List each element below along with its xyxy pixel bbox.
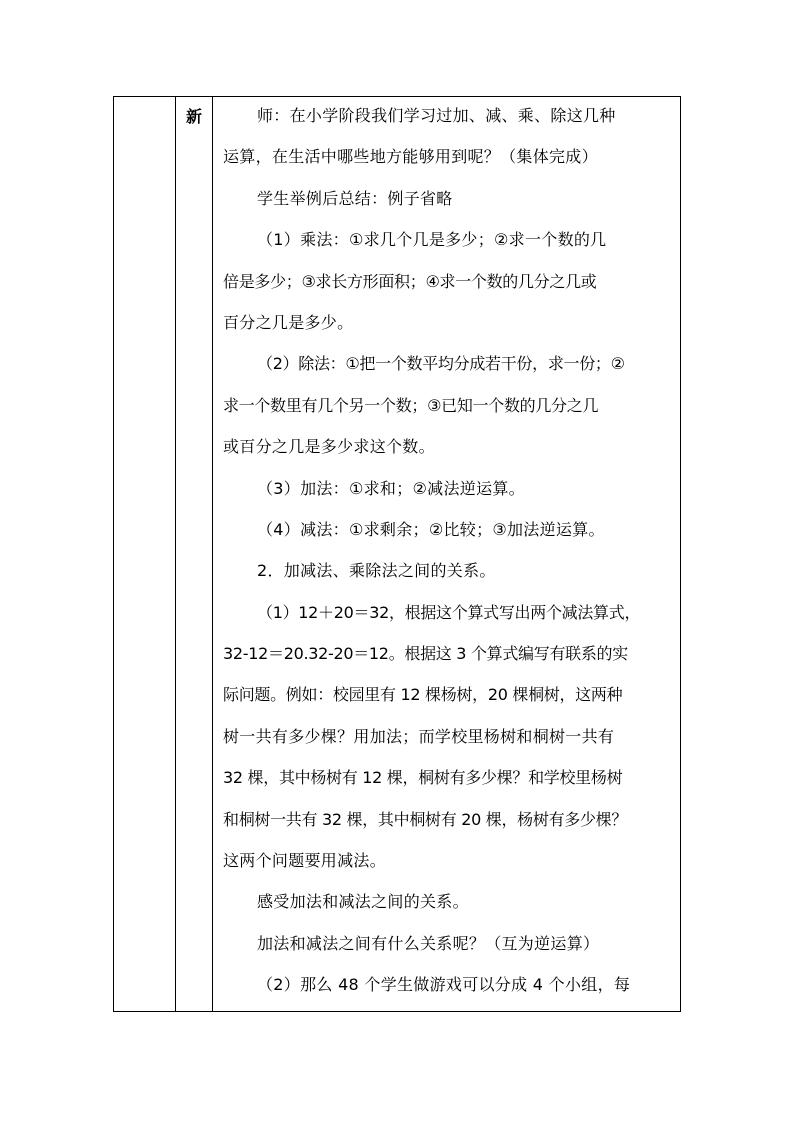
- text-line: 32-12＝20.32-20＝12。根据这 3 个算式编写有联系的实: [223, 644, 628, 664]
- text-line: （3）加法：①求和；②减法逆运算。: [257, 478, 525, 498]
- column-divider: [175, 97, 176, 1011]
- text-line: （2）那么 48 个学生做游戏可以分成 4 个小组，每: [257, 975, 631, 995]
- text-line: （4）减法：①求剩余；②比较；③加法逆运算。: [257, 519, 605, 539]
- text-line: 2．加减法、乘除法之间的关系。: [257, 561, 496, 581]
- text-line: 师：在小学阶段我们学习过加、减、乘、除这几种: [257, 106, 616, 125]
- text-line: （2）除法：①把一个数平均分成若干份，求一份；②: [257, 354, 625, 374]
- lesson-content: [223, 106, 675, 1017]
- text-line: 和桐树一共有 32 棵，其中桐树有 20 棵，杨树有多少棵？: [223, 809, 628, 829]
- text-line: 百分之几是多少。: [223, 312, 354, 332]
- text-line: 求一个数里有几个另一个数；③已知一个数的几分之几: [223, 395, 599, 415]
- text-line: 树一共有多少棵？用加法；而学校里杨树和桐树一共有: [223, 726, 615, 746]
- text-line: 倍是多少；③求长方形面积；④求一个数的几分之几或: [223, 271, 597, 291]
- text-line: 际问题。例如：校园里有 12 棵杨树，20 棵桐树，这两种: [223, 685, 623, 705]
- text-line: （1）乘法：①求几个几是多少；②求一个数的几: [257, 230, 607, 250]
- text-line: 这两个问题要用减法。: [223, 851, 387, 871]
- text-line: 运算，在生活中哪些地方能够用到呢？（集体完成）: [223, 147, 598, 167]
- text-line: 或百分之几是多少求这个数。: [223, 437, 435, 457]
- text-line: 加法和减法之间有什么关系呢？（互为逆运算）: [257, 933, 600, 953]
- column-divider: [212, 97, 213, 1011]
- text-line: 32 棵，其中杨树有 12 棵，桐树有多少棵？和学校里杨树: [223, 768, 623, 788]
- text-line: 感受加法和减法之间的关系。: [257, 892, 469, 912]
- text-line: 学生举例后总结：例子省略: [257, 188, 453, 208]
- text-line: （1）12＋20＝32，根据这个算式写出两个减法算式，: [257, 602, 641, 622]
- section-label: 新: [186, 107, 203, 126]
- lesson-table: [113, 96, 681, 1012]
